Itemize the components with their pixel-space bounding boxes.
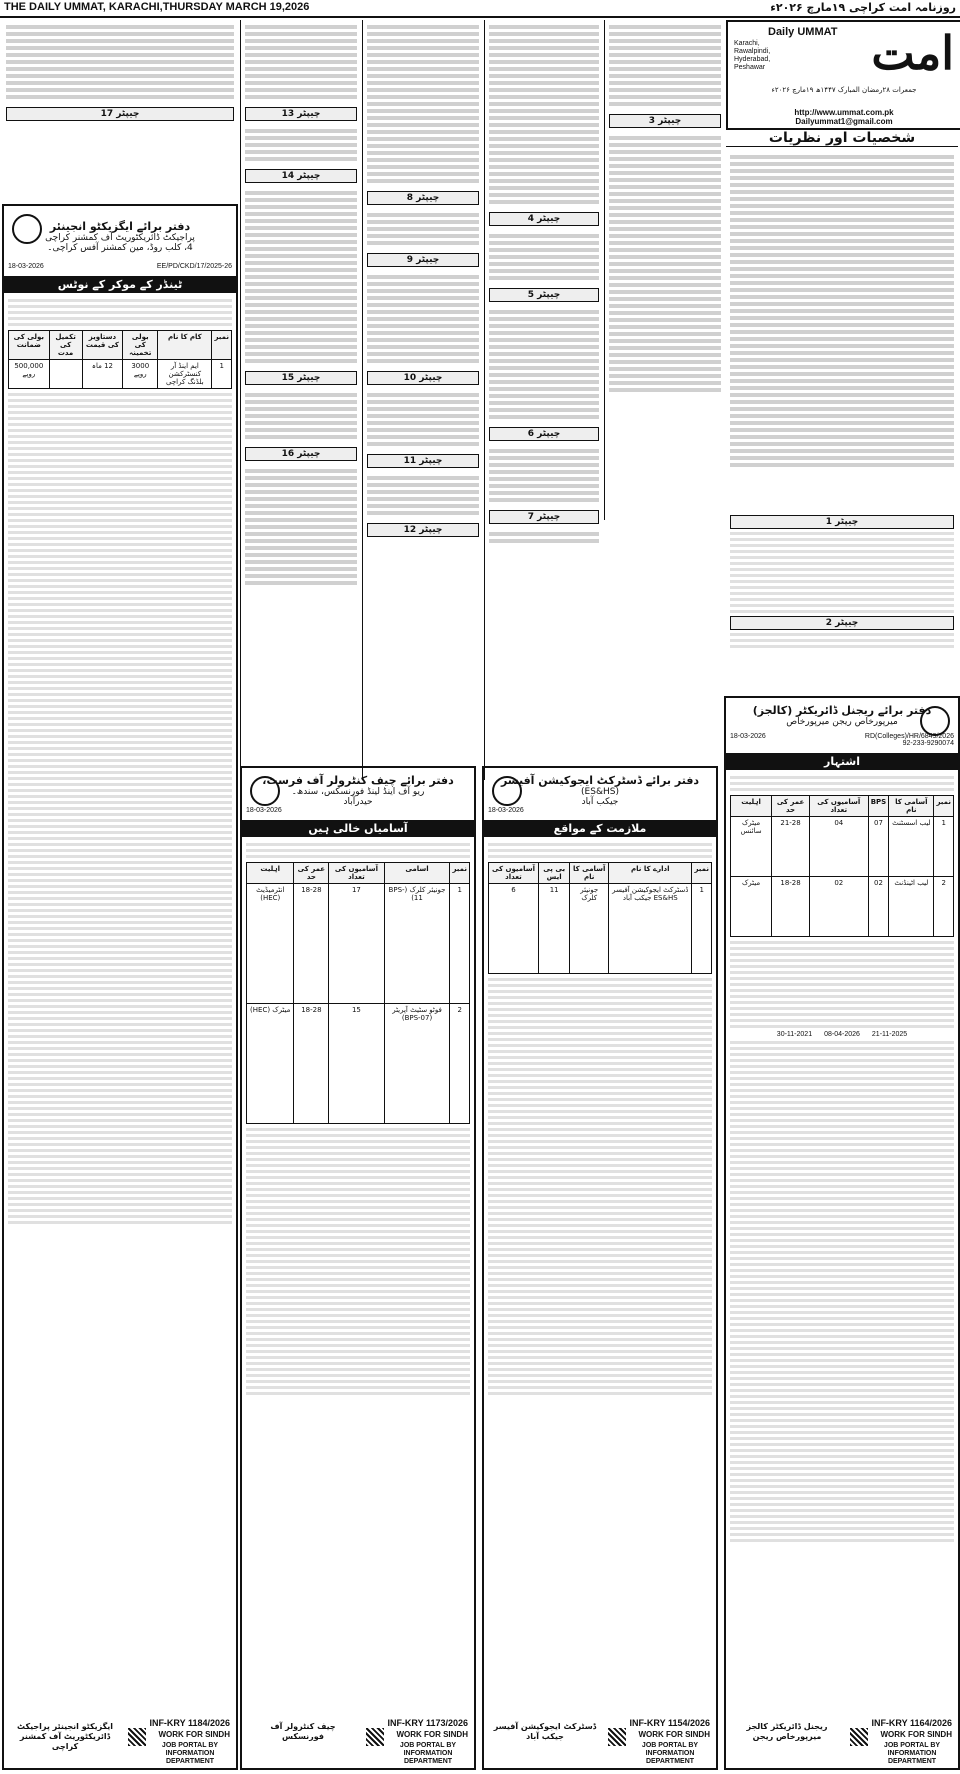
chapter-heading: چیپٹر 8 xyxy=(367,191,479,205)
regional-footer xyxy=(732,1718,952,1765)
urdu-line: روزنامہ امت کراچی ۱۹مارچ ۲۰۲۶ء xyxy=(770,1,956,14)
tender-office: دفتر برائے ایگزیکٹو انجینئر xyxy=(49,220,191,233)
deo-date: 18-03-2026 xyxy=(488,807,524,814)
table-row: 2 فوٹو سٹیٹ آپریٹر (BPS-07) 15 18-28 میٹرک (HEC) xyxy=(247,1004,470,1124)
regional-phone: 92-233-9290074 xyxy=(902,740,954,747)
deo-band: ملازمت کے مواقع xyxy=(484,820,716,837)
footer-code: INF-KRY 1164/2026 xyxy=(871,1718,952,1728)
regional-table: نمبر آسامی کا نام BPS آسامیوں کی تعداد عمر کی حد اہلیت 1 لیب اسسٹنٹ 07 04 21-28 میٹرک سائنس 2 لیب اٹینڈنٹ 02 02 18-28 میٹرک xyxy=(730,795,954,937)
regional-sign: ریجنل ڈائریکٹر کالجز میرپورخاص ریجن xyxy=(746,1722,828,1741)
masthead-daily: Daily UMMAT xyxy=(768,26,838,38)
column-right-text xyxy=(726,150,958,510)
government-seal-icon xyxy=(250,776,280,806)
masthead xyxy=(726,20,960,130)
column-6-top xyxy=(2,20,238,200)
regional-ad xyxy=(724,696,960,1770)
qr-code-icon xyxy=(366,1728,384,1746)
masthead-date: جمعرات ۲۸رمضان المبارک ۱۴۴۷ھ ۱۹مارچ ۲۰۲۶ء xyxy=(771,86,917,94)
job-portal: JOB PORTAL BY INFORMATION DEPARTMENT xyxy=(399,1742,457,1765)
column-right-chapters xyxy=(726,512,958,692)
chapter-heading: چیپٹر 1 xyxy=(730,515,954,529)
tender-table: نمبر کام کا نام بولی کی تخمینہ دستاویز کی قیمت تکمیل کی مدت بولی کی ضمانت 1 ایم اینڈ آر کنسٹرکشن بلڈنگ کراچی 3000 روپے 12 ماہ 500,000 روپے xyxy=(8,330,232,389)
footer-code: INF-KRY 1184/2026 xyxy=(149,1718,230,1728)
deo-ad xyxy=(482,766,718,1770)
masthead-cities: Karachi, Rawalpindi, Hyderabad, Peshawar xyxy=(734,40,771,71)
tender-office2: پراجیکٹ ڈائریکٹوریٹ آف کمشنر کراچی xyxy=(45,233,195,243)
section-title: شخصیات اور نظریات xyxy=(726,130,958,147)
tender-ref: 18-03-2026 EE/PD/CKD/17/2025-26 xyxy=(8,263,232,270)
table-row: 2 لیب اٹینڈنٹ 02 02 18-28 میٹرک xyxy=(731,877,954,937)
chapter-heading: چیپٹر 15 xyxy=(245,371,357,385)
qr-code-icon xyxy=(128,1728,146,1746)
government-seal-icon xyxy=(12,214,42,244)
job-portal: JOB PORTAL BY INFORMATION DEPARTMENT xyxy=(883,1742,941,1765)
column-2 xyxy=(604,20,725,520)
chapter-heading: چیپٹر 3 xyxy=(609,114,721,128)
government-seal-icon xyxy=(920,706,950,736)
job-portal: JOB PORTAL BY INFORMATION DEPARTMENT xyxy=(641,1742,699,1765)
forensic-date: 18-03-2026 xyxy=(246,807,282,814)
deo-office2: (ES&HS) xyxy=(581,787,619,797)
deo-city: جیکب آباد xyxy=(581,797,619,807)
table-row: 1 لیب اسسٹنٹ 07 04 21-28 میٹرک سائنس xyxy=(731,817,954,877)
forensic-ad xyxy=(240,766,476,1770)
chapter-heading: چیپٹر 11 xyxy=(367,454,479,468)
top-bar xyxy=(0,0,960,18)
table-row: 1 ڈسٹرکٹ ایجوکیشن آفیسر ES&HS جیکب آباد جونیئر کلرک 11 6 xyxy=(489,884,712,974)
chapter-heading: چیپٹر 7 xyxy=(489,510,599,524)
tender-band: ٹینڈر کے موکر کے نوٹس xyxy=(4,276,236,293)
chapter-heading: چیپٹر 16 xyxy=(245,447,357,461)
regional-office2: میرپورخاص ریجن میرپورخاص xyxy=(786,717,898,727)
chapter-heading: چیپٹر 2 xyxy=(730,616,954,630)
forensic-table: نمبر اسامی آسامیوں کی تعداد عمر کی حد اہلیت 1 جونیئر کلرک (BPS-11) 17 18-28 انٹرمیڈیٹ (HEC) 2 فوٹو سٹیٹ آپریٹر (BPS-07) 15 18-28 میٹرک (HEC) xyxy=(246,862,470,1124)
chapter-heading: چیپٹر 4 xyxy=(489,212,599,226)
tender-footer xyxy=(10,1718,230,1765)
work-for-sindh-logo: WORK FOR SINDH xyxy=(158,1730,230,1739)
footer-code: INF-KRY 1173/2026 xyxy=(387,1718,468,1728)
work-for-sindh-logo: WORK FOR SINDH xyxy=(638,1730,710,1739)
job-portal: JOB PORTAL BY INFORMATION DEPARTMENT xyxy=(161,1742,219,1765)
tender-ad xyxy=(2,204,238,1770)
forensic-footer xyxy=(248,1718,468,1765)
work-for-sindh-logo: WORK FOR SINDH xyxy=(396,1730,468,1739)
regional-dates: 30-11-2021 08-04-2026 21-11-2025 xyxy=(776,1031,908,1038)
article-text xyxy=(726,150,958,472)
deo-footer xyxy=(490,1718,710,1765)
chapter-heading: چیپٹر 9 xyxy=(367,253,479,267)
footer-code: INF-KRY 1154/2026 xyxy=(629,1718,710,1728)
masthead-email: http://www.ummat.com.pk Dailyummat1@gmail.com xyxy=(794,108,894,126)
deo-table: نمبر ادارے کا نام آسامی کا نام بی پی ایس آسامیوں کی تعداد 1 ڈسٹرکٹ ایجوکیشن آفیسر ES&HS جیکب آباد جونیئر کلرک 11 6 xyxy=(488,862,712,974)
chapter-heading: چیپٹر 14 xyxy=(245,169,357,183)
qr-code-icon xyxy=(850,1728,868,1746)
deo-sign: ڈسٹرکٹ ایجوکیشن آفیسر جیکب آباد xyxy=(493,1722,597,1741)
forensic-office: دفتر برائے چیف کنٹرولر آف فرسٹ، xyxy=(262,774,454,787)
regional-band: اشتہار xyxy=(726,753,958,770)
chapter-heading: چیپٹر 6 xyxy=(489,427,599,441)
forensic-office2: ریو آف اینڈ لینڈ فورنسکس، سندھ۔ xyxy=(291,787,425,797)
column-3 xyxy=(484,20,603,780)
column-5 xyxy=(240,20,361,780)
forensic-band: آسامیاں خالی ہیں xyxy=(242,820,474,837)
table-row: 1 ایم اینڈ آر کنسٹرکشن بلڈنگ کراچی 3000 روپے 12 ماہ 500,000 روپے xyxy=(9,360,232,389)
forensic-city: حیدرآباد xyxy=(343,797,373,807)
regional-office: دفتر برائے ریجنل ڈائریکٹر (کالجز) xyxy=(752,704,932,717)
chapter-heading: چیپٹر 13 xyxy=(245,107,357,121)
regional-ref: 18-03-2026 RD(Colleges)/HR/6849/2026 xyxy=(730,733,954,740)
chapter-heading: چیپٹر 17 xyxy=(6,107,234,121)
chapter-heading: چیپٹر 12 xyxy=(367,523,479,537)
government-seal-icon xyxy=(492,776,522,806)
work-for-sindh-logo: WORK FOR SINDH xyxy=(880,1730,952,1739)
table-row: 1 جونیئر کلرک (BPS-11) 17 18-28 انٹرمیڈیٹ (HEC) xyxy=(247,884,470,1004)
chapter-heading: چیپٹر 5 xyxy=(489,288,599,302)
qr-code-icon xyxy=(608,1728,626,1746)
paper-line: THE DAILY UMMAT, KARACHI,THURSDAY MARCH 19,2026 xyxy=(4,1,310,13)
chapter-heading: چیپٹر 10 xyxy=(367,371,479,385)
column-4 xyxy=(362,20,483,780)
masthead-logo: امت xyxy=(871,26,954,80)
forensic-sign: چیف کنٹرولر آف فورنسکس xyxy=(270,1722,336,1741)
tender-sign: ایگزیکٹو انجینئر پراجیکٹ ڈائریکٹوریٹ آف کمشنر کراچی xyxy=(16,1722,114,1751)
tender-address: 4، کلب روڈ، مین کمشنر آفس کراچی۔ xyxy=(47,243,193,253)
deo-office: دفتر برائے ڈسٹرکٹ ایجوکیشن آفیسر xyxy=(500,774,700,787)
